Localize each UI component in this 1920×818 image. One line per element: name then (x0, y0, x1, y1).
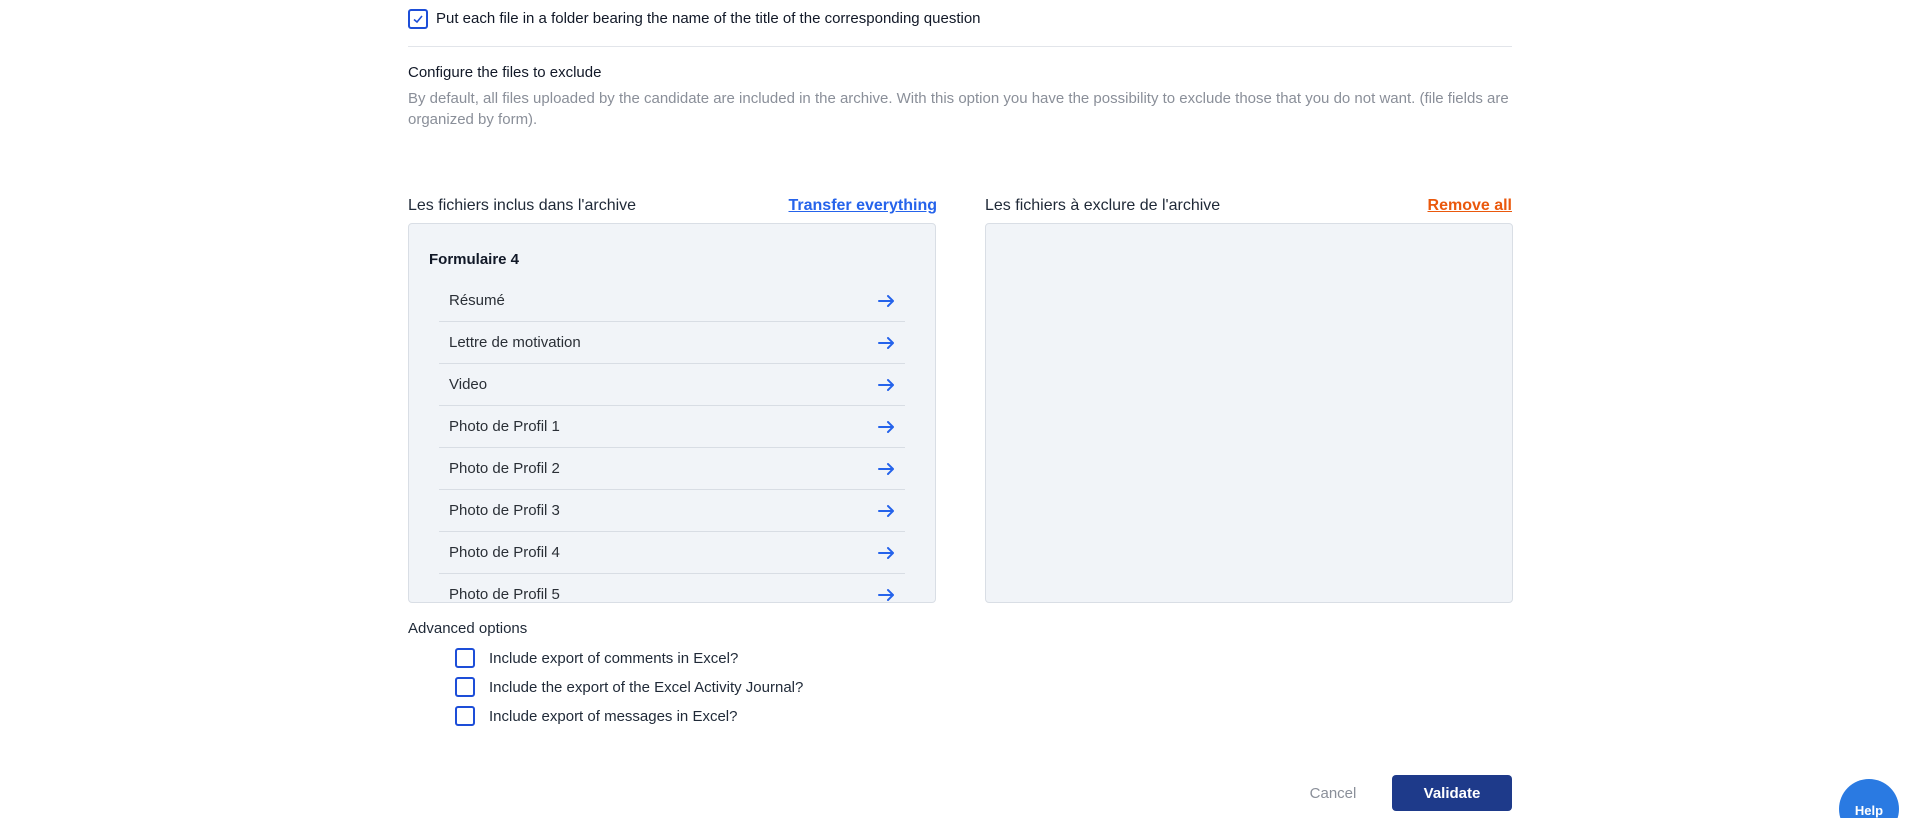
file-name: Video (449, 376, 488, 393)
excluded-files-panel[interactable] (985, 223, 1513, 603)
file-list-item[interactable] (439, 280, 905, 322)
help-label: Help (1854, 803, 1884, 818)
file-list-item[interactable] (439, 448, 905, 490)
file-name: Résumé (449, 292, 505, 309)
arrow-right-icon[interactable] (877, 459, 897, 479)
help-button[interactable] (1839, 779, 1899, 818)
file-list-item[interactable] (439, 364, 905, 406)
file-list-item[interactable] (439, 532, 905, 574)
arrow-right-icon[interactable] (877, 417, 897, 437)
export-messages-checkbox[interactable] (455, 706, 475, 726)
exclude-section-title: Configure the files to exclude (408, 64, 602, 81)
exclude-section-description: By default, all files uploaded by the candidate are included in the archive. With this option you have the possibility to exclude those that you do not want. (file fields are organized by form). (408, 90, 1509, 128)
export-messages-label[interactable]: Include export of messages in Excel? (489, 707, 738, 725)
cancel-button[interactable]: Cancel (1309, 784, 1357, 802)
file-name: Photo de Profil 1 (449, 418, 560, 435)
included-file-list (439, 280, 905, 603)
included-files-panel[interactable] (408, 223, 936, 603)
folder-option-label[interactable]: Put each file in a folder bearing the name of the title of the corresponding question (436, 10, 981, 27)
file-name: Photo de Profil 3 (449, 502, 560, 519)
export-activity-journal-checkbox[interactable] (455, 677, 475, 697)
file-list-item[interactable] (439, 406, 905, 448)
arrow-right-icon[interactable] (877, 501, 897, 521)
file-list-item[interactable] (439, 490, 905, 532)
transfer-everything-link[interactable]: Transfer everything (788, 197, 937, 214)
file-name: Lettre de motivation (449, 334, 581, 351)
arrow-right-icon[interactable] (877, 333, 897, 353)
export-comments-checkbox[interactable] (455, 648, 475, 668)
file-name: Photo de Profil 4 (449, 544, 560, 561)
folder-option-checkbox[interactable] (408, 9, 428, 29)
advanced-options-title: Advanced options (408, 620, 528, 637)
option-export-comments[interactable] (455, 648, 738, 668)
export-comments-label[interactable]: Include export of comments in Excel? (489, 649, 739, 667)
remove-all-link[interactable]: Remove all (1427, 197, 1512, 214)
checkmark-icon (412, 13, 424, 25)
option-export-activity-journal[interactable] (455, 677, 803, 697)
arrow-right-icon[interactable] (877, 585, 897, 604)
included-files-title: Les fichiers inclus dans l'archive (408, 197, 637, 214)
file-list-item[interactable] (439, 574, 905, 603)
excluded-files-title: Les fichiers à exclure de l'archive (985, 197, 1221, 214)
arrow-right-icon[interactable] (877, 291, 897, 311)
option-export-messages[interactable] (455, 706, 737, 726)
file-name: Photo de Profil 2 (449, 460, 560, 477)
export-activity-journal-label[interactable]: Include the export of the Excel Activity Journal? (489, 678, 804, 696)
validate-button[interactable]: Validate (1392, 775, 1512, 811)
file-name: Photo de Profil 5 (449, 586, 560, 603)
section-divider (408, 46, 1512, 47)
file-list-item[interactable] (439, 322, 905, 364)
arrow-right-icon[interactable] (877, 543, 897, 563)
arrow-right-icon[interactable] (877, 375, 897, 395)
form-group-title: Formulaire 4 (429, 251, 520, 268)
